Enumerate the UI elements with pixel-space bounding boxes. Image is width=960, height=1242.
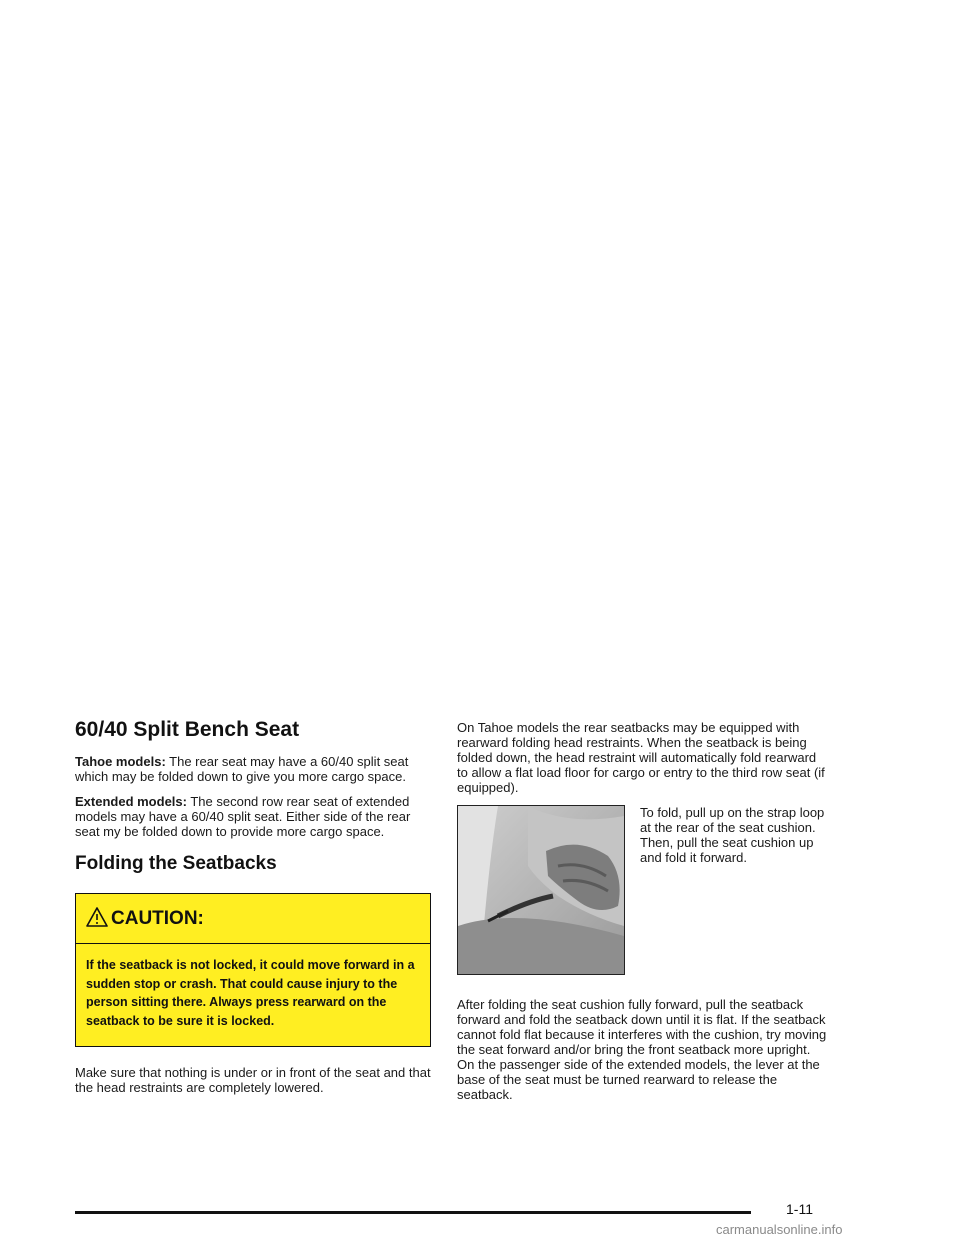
section-title: Folding the Seatbacks — [75, 853, 277, 874]
left-column — [75, 718, 431, 1105]
watermark: carmanualsonline.info — [716, 1222, 843, 1237]
fold-step-1: To fold, pull up on the strap loop at the rear of the seat cushion. — [640, 805, 825, 835]
caution-text: If the seatback is not locked, it could move forward in a sudden stop or crash. That could cause injury to the person sitting there. Always press rearward on the seatback to be sure it is locked. — [76, 944, 430, 1046]
tahoe-text: The rear seat may have a 60/40 split seat which may be folded down to give you more cargo space. — [75, 754, 409, 784]
hand-pulling-strap-image — [458, 806, 624, 974]
strap-loop-photo — [457, 805, 625, 975]
head-restraint-paragraph: On Tahoe models the rear seatbacks may be equipped with rearward folding head restraints. When the seatback is being folded down, the head restraint will automatically fold rearward to allow a flat load floor for cargo or entry to the third row seat (if equipped). — [457, 720, 825, 795]
tahoe-paragraph — [75, 754, 431, 784]
caution-box — [75, 893, 431, 1047]
extended-paragraph — [75, 794, 431, 839]
fold-instructions — [457, 805, 827, 983]
extended-lead: Extended models: — [75, 794, 187, 809]
fold-step-2: Then, pull the seat cushion up and fold it forward. — [640, 835, 814, 865]
caution-label: CAUTION: — [111, 907, 204, 929]
warning-triangle-icon — [86, 906, 108, 928]
right-column — [457, 720, 827, 1112]
caution-header — [76, 894, 430, 944]
after-folding-paragraph: After folding the seat cushion fully forward, pull the seatback forward and fold the seatback down until it is flat. If the seatback cannot fold flat because it interferes with the cushion, try moving the seat forward and/or bring the front seatback more upright. On the passenger side of the extended models, the lever at the base of the seat must be turned rearward to release the seatback. — [457, 997, 827, 1102]
page-number: 1-11 — [786, 1201, 813, 1217]
tahoe-lead: Tahoe models: — [75, 754, 166, 769]
footer-rule — [75, 1211, 751, 1214]
make-sure-paragraph: Make sure that nothing is under or in front of the seat and that the head restraints are completely lowered. — [75, 1065, 431, 1095]
fold-text — [640, 805, 830, 865]
extended-text: The second row rear seat of extended models may have a 60/40 split seat. Either side of the rear seat my be folded down to provide more cargo space. — [75, 794, 411, 839]
page-title: 60/40 Split Bench Seat — [75, 718, 300, 741]
